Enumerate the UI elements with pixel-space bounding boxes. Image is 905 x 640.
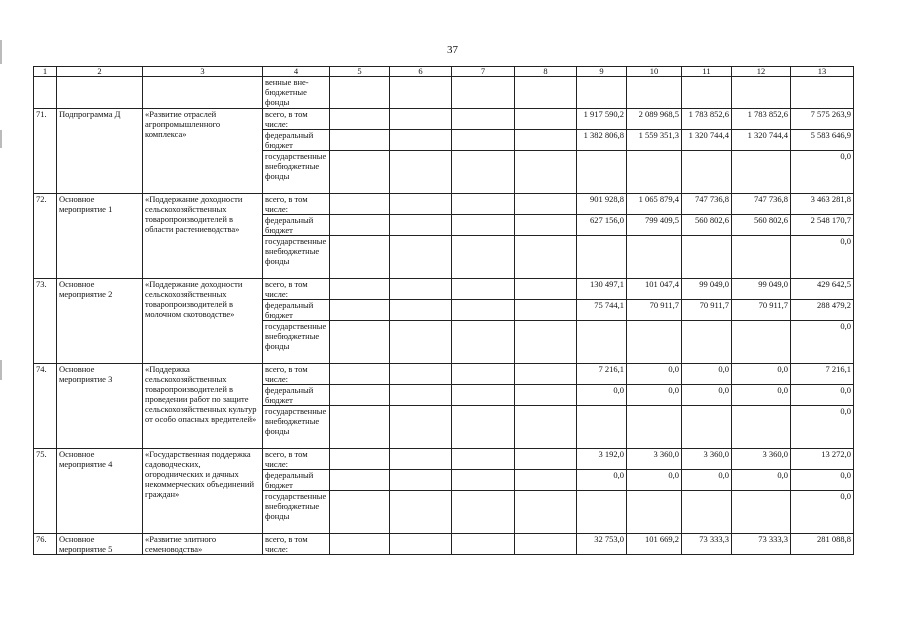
value-cell-v10: 101 047,4: [627, 279, 682, 300]
empty-cell-col7: [452, 364, 515, 385]
empty-cell-col5: [330, 491, 390, 534]
empty-cell-col6: [390, 215, 452, 236]
column-header-5: 5: [330, 67, 390, 77]
empty-cell-col5: [330, 321, 390, 364]
value-cell-v9: 130 497,1: [577, 279, 627, 300]
empty-cell-col7: [452, 449, 515, 470]
value-cell-v12: [732, 491, 791, 534]
table-row: [34, 364, 854, 385]
empty-cell-col7: [452, 236, 515, 279]
empty-cell-col7: [452, 279, 515, 300]
cell-col2: [57, 77, 143, 109]
value-cell-v12: [732, 151, 791, 194]
column-header-11: 11: [682, 67, 732, 77]
column-header-13: 13: [791, 67, 854, 77]
value-cell-v9: 901 928,8: [577, 194, 627, 215]
scan-edge-mark: [0, 360, 2, 380]
empty-cell-col6: [390, 300, 452, 321]
value-cell-v10: 2 089 968,5: [627, 109, 682, 130]
empty-cell-col8: [515, 215, 577, 236]
column-header-10: 10: [627, 67, 682, 77]
value-cell-v11: 747 736,8: [682, 194, 732, 215]
value-cell-v12: [732, 236, 791, 279]
funding-source: федеральный бюджет: [263, 300, 330, 321]
empty-cell-col6: [390, 406, 452, 449]
value-cell-v11: 1 783 852,6: [682, 109, 732, 130]
empty-cell-col6: [390, 534, 452, 555]
value-cell-v11: 70 911,7: [682, 300, 732, 321]
value-cell-v9: [577, 491, 627, 534]
empty-cell-col8: [515, 279, 577, 300]
empty-cell-col6: [390, 470, 452, 491]
cell-col12: [732, 77, 791, 109]
empty-cell-col7: [452, 321, 515, 364]
value-cell-v13: 0,0: [791, 236, 854, 279]
value-cell-v13: 13 272,0: [791, 449, 854, 470]
empty-cell-col6: [390, 364, 452, 385]
value-cell-v11: 0,0: [682, 364, 732, 385]
empty-cell-col8: [515, 300, 577, 321]
value-cell-v10: 1 065 879,4: [627, 194, 682, 215]
value-cell-v10: [627, 151, 682, 194]
empty-cell-col8: [515, 194, 577, 215]
value-cell-v10: 1 559 351,3: [627, 130, 682, 151]
program-description: «Поддержание доходности сельскохозяйственных товаропроизводителей в молочном скотоводстве»: [143, 279, 263, 364]
column-header-12: 12: [732, 67, 791, 77]
value-cell-v11: 99 049,0: [682, 279, 732, 300]
funding-source: государственные внебюджетные фонды: [263, 406, 330, 449]
value-cell-v12: [732, 406, 791, 449]
empty-cell-col8: [515, 130, 577, 151]
value-cell-v13: 2 548 170,7: [791, 215, 854, 236]
value-cell-v11: 3 360,0: [682, 449, 732, 470]
empty-cell-col7: [452, 534, 515, 555]
scan-edge-mark: [0, 130, 2, 148]
value-cell-v13: 0,0: [791, 491, 854, 534]
empty-cell-col5: [330, 534, 390, 555]
value-cell-v10: 3 360,0: [627, 449, 682, 470]
value-cell-v9: 32 753,0: [577, 534, 627, 555]
funding-source: государственные внебюджетные фонды: [263, 321, 330, 364]
cell-col6: [390, 77, 452, 109]
value-cell-v11: [682, 236, 732, 279]
empty-cell-col5: [330, 236, 390, 279]
value-cell-v11: [682, 406, 732, 449]
empty-cell-col6: [390, 321, 452, 364]
value-cell-v9: 0,0: [577, 385, 627, 406]
column-header-9: 9: [577, 67, 627, 77]
value-cell-v13: 7 216,1: [791, 364, 854, 385]
column-header-8: 8: [515, 67, 577, 77]
row-number: 75.: [34, 449, 57, 534]
value-cell-v11: [682, 321, 732, 364]
cell-col13: [791, 77, 854, 109]
empty-cell-col7: [452, 406, 515, 449]
empty-cell-col5: [330, 215, 390, 236]
cell-col8: [515, 77, 577, 109]
value-cell-v12: 0,0: [732, 385, 791, 406]
empty-cell-col7: [452, 151, 515, 194]
funding-source: всего, в том числе:: [263, 194, 330, 215]
table-row: [34, 534, 854, 555]
empty-cell-col7: [452, 109, 515, 130]
cell-col11: [682, 77, 732, 109]
empty-cell-col8: [515, 385, 577, 406]
empty-cell-col6: [390, 491, 452, 534]
cell-col7: [452, 77, 515, 109]
funding-source: федеральный бюджет: [263, 130, 330, 151]
cell-col1: [34, 77, 57, 109]
value-cell-v13: 7 575 263,9: [791, 109, 854, 130]
program-description: «Развитие элитного семеноводства»: [143, 534, 263, 555]
empty-cell-col8: [515, 236, 577, 279]
value-cell-v12: 0,0: [732, 364, 791, 385]
value-cell-v11: [682, 491, 732, 534]
continuation-source-text: венные вне-бюджетные фонды: [263, 77, 330, 109]
value-cell-v9: [577, 236, 627, 279]
value-cell-v9: [577, 406, 627, 449]
value-cell-v13: 281 088,8: [791, 534, 854, 555]
empty-cell-col6: [390, 236, 452, 279]
value-cell-v10: 70 911,7: [627, 300, 682, 321]
funding-source: государственные внебюджетные фонды: [263, 151, 330, 194]
empty-cell-col5: [330, 406, 390, 449]
value-cell-v12: 560 802,6: [732, 215, 791, 236]
value-cell-v9: [577, 151, 627, 194]
value-cell-v10: [627, 236, 682, 279]
empty-cell-col5: [330, 130, 390, 151]
row-number: 73.: [34, 279, 57, 364]
value-cell-v9: 1 382 806,8: [577, 130, 627, 151]
empty-cell-col5: [330, 385, 390, 406]
funding-source: государственные внебюджетные фонды: [263, 491, 330, 534]
header-row: [34, 67, 854, 77]
value-cell-v13: 3 463 281,8: [791, 194, 854, 215]
empty-cell-col7: [452, 130, 515, 151]
value-cell-v13: 0,0: [791, 385, 854, 406]
cell-col3: [143, 77, 263, 109]
column-header-1: 1: [34, 67, 57, 77]
row-number: 72.: [34, 194, 57, 279]
column-header-2: 2: [57, 67, 143, 77]
funding-source: всего, в том числе:: [263, 364, 330, 385]
value-cell-v9: 75 744,1: [577, 300, 627, 321]
empty-cell-col6: [390, 194, 452, 215]
value-cell-v12: 0,0: [732, 470, 791, 491]
empty-cell-col6: [390, 279, 452, 300]
program-name: Основное мероприятие 3: [57, 364, 143, 449]
value-cell-v13: 0,0: [791, 470, 854, 491]
empty-cell-col8: [515, 151, 577, 194]
value-cell-v12: 747 736,8: [732, 194, 791, 215]
empty-cell-col5: [330, 279, 390, 300]
empty-cell-col8: [515, 321, 577, 364]
empty-cell-col6: [390, 449, 452, 470]
value-cell-v10: 0,0: [627, 470, 682, 491]
empty-cell-col8: [515, 406, 577, 449]
value-cell-v10: [627, 406, 682, 449]
empty-cell-col7: [452, 300, 515, 321]
value-cell-v12: 1 320 744,4: [732, 130, 791, 151]
funding-source: всего, в том числе:: [263, 109, 330, 130]
empty-cell-col5: [330, 109, 390, 130]
empty-cell-col7: [452, 385, 515, 406]
empty-cell-col6: [390, 385, 452, 406]
value-cell-v10: 0,0: [627, 364, 682, 385]
cell-col9: [577, 77, 627, 109]
value-cell-v12: 73 333,3: [732, 534, 791, 555]
funding-source: федеральный бюджет: [263, 215, 330, 236]
empty-cell-col5: [330, 151, 390, 194]
column-header-6: 6: [390, 67, 452, 77]
table-row: [34, 279, 854, 300]
cell-col10: [627, 77, 682, 109]
continuation-row: [34, 77, 854, 109]
empty-cell-col5: [330, 449, 390, 470]
empty-cell-col5: [330, 470, 390, 491]
value-cell-v10: [627, 321, 682, 364]
table-row: [34, 194, 854, 215]
empty-cell-col6: [390, 109, 452, 130]
value-cell-v12: 3 360,0: [732, 449, 791, 470]
cell-col5: [330, 77, 390, 109]
column-header-4: 4: [263, 67, 330, 77]
funding-source: всего, в том числе:: [263, 534, 330, 555]
funding-source: государственные внебюджетные фонды: [263, 236, 330, 279]
value-cell-v12: [732, 321, 791, 364]
value-cell-v9: 1 917 590,2: [577, 109, 627, 130]
program-description: «Развитие отраслей агропромышленного комплекса»: [143, 109, 263, 194]
empty-cell-col8: [515, 534, 577, 555]
value-cell-v10: 101 669,2: [627, 534, 682, 555]
value-cell-v13: 288 479,2: [791, 300, 854, 321]
empty-cell-col8: [515, 491, 577, 534]
value-cell-v10: [627, 491, 682, 534]
row-number: 71.: [34, 109, 57, 194]
empty-cell-col5: [330, 194, 390, 215]
program-name: Основное мероприятие 4: [57, 449, 143, 534]
value-cell-v13: 429 642,5: [791, 279, 854, 300]
value-cell-v9: 627 156,0: [577, 215, 627, 236]
value-cell-v9: [577, 321, 627, 364]
value-cell-v11: 0,0: [682, 385, 732, 406]
program-name: Основное мероприятие 2: [57, 279, 143, 364]
empty-cell-col7: [452, 491, 515, 534]
column-header-3: 3: [143, 67, 263, 77]
value-cell-v9: 7 216,1: [577, 364, 627, 385]
funding-source: федеральный бюджет: [263, 470, 330, 491]
value-cell-v13: 0,0: [791, 406, 854, 449]
empty-cell-col8: [515, 364, 577, 385]
row-number: 74.: [34, 364, 57, 449]
empty-cell-col7: [452, 470, 515, 491]
empty-cell-col6: [390, 151, 452, 194]
value-cell-v11: 73 333,3: [682, 534, 732, 555]
program-description: «Поддержание доходности сельскохозяйственных товаропроизводителей в области растениеводства»: [143, 194, 263, 279]
program-description: «Поддержка сельскохозяйственных товаропроизводителей в проведении работ по защите сельскохозяйственных культур от особо опасных вредителей»: [143, 364, 263, 449]
empty-cell-col5: [330, 300, 390, 321]
page-number: 37: [447, 44, 458, 56]
budget-table: [33, 66, 854, 555]
value-cell-v13: 0,0: [791, 321, 854, 364]
empty-cell-col5: [330, 364, 390, 385]
funding-source: всего, в том числе:: [263, 279, 330, 300]
value-cell-v12: 99 049,0: [732, 279, 791, 300]
program-description: «Государственная поддержка садоводческих, огороднических и дачных некоммерческих объединений граждан»: [143, 449, 263, 534]
empty-cell-col8: [515, 470, 577, 491]
funding-source: федеральный бюджет: [263, 385, 330, 406]
value-cell-v10: 799 409,5: [627, 215, 682, 236]
value-cell-v9: 3 192,0: [577, 449, 627, 470]
value-cell-v12: 70 911,7: [732, 300, 791, 321]
value-cell-v12: 1 783 852,6: [732, 109, 791, 130]
column-header-7: 7: [452, 67, 515, 77]
empty-cell-col8: [515, 109, 577, 130]
value-cell-v13: 5 583 646,9: [791, 130, 854, 151]
value-cell-v10: 0,0: [627, 385, 682, 406]
empty-cell-col6: [390, 130, 452, 151]
value-cell-v11: 560 802,6: [682, 215, 732, 236]
program-name: Основное мероприятие 1: [57, 194, 143, 279]
table-row: [34, 449, 854, 470]
funding-source: всего, в том числе:: [263, 449, 330, 470]
empty-cell-col7: [452, 215, 515, 236]
value-cell-v13: 0,0: [791, 151, 854, 194]
value-cell-v11: 1 320 744,4: [682, 130, 732, 151]
row-number: 76.: [34, 534, 57, 555]
value-cell-v11: [682, 151, 732, 194]
program-name: Подпрограмма Д: [57, 109, 143, 194]
table-row: [34, 109, 854, 130]
empty-cell-col8: [515, 449, 577, 470]
value-cell-v11: 0,0: [682, 470, 732, 491]
value-cell-v9: 0,0: [577, 470, 627, 491]
program-name: Основное мероприятие 5: [57, 534, 143, 555]
empty-cell-col7: [452, 194, 515, 215]
